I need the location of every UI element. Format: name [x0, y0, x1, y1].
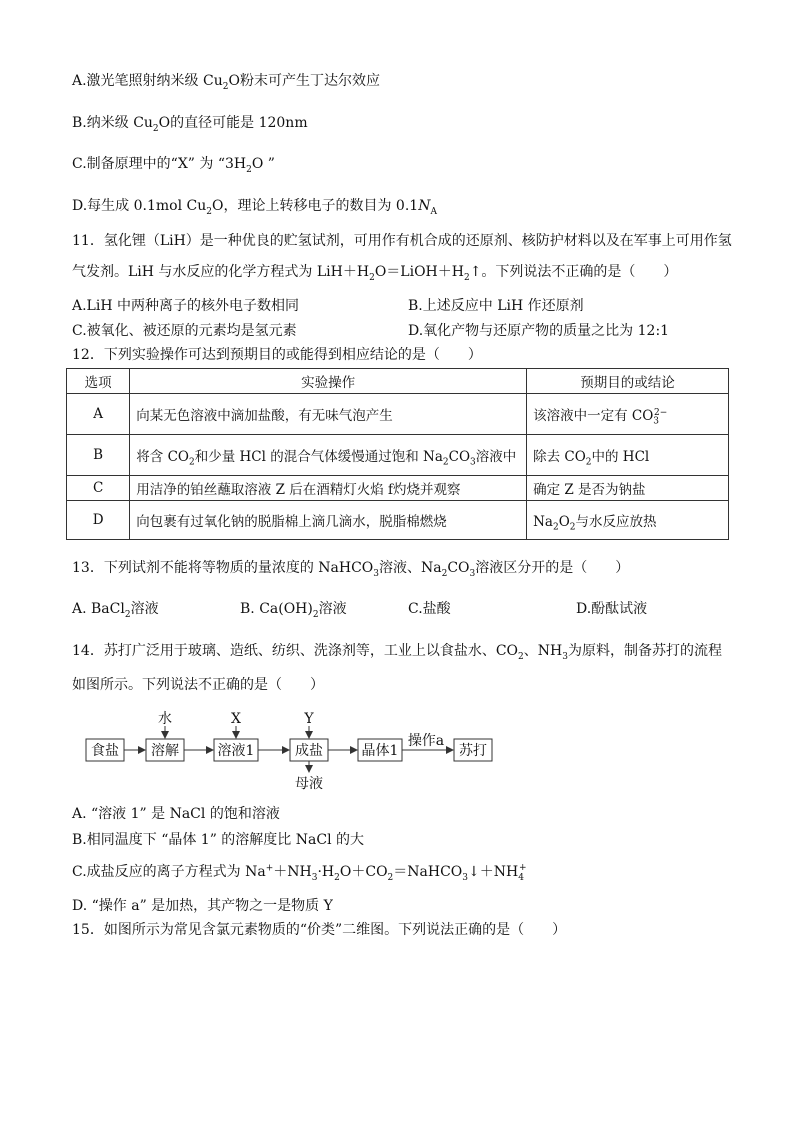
- q11-option-c: C.被氧化、被还原的元素均是氢元素: [72, 323, 297, 339]
- row-result: 确定 Z 是否为钠盐: [527, 476, 729, 501]
- table-header-row: [67, 369, 729, 394]
- q13-option-c: C.盐酸: [408, 601, 451, 617]
- header-result: 预期目的或结论: [527, 369, 729, 394]
- flow-box-dissolve-label: 溶解: [151, 743, 179, 759]
- q14-option-b: B.相同温度下 “晶体 1” 的溶解度比 NaCl 的大: [72, 832, 364, 848]
- flow-input-y: Y: [304, 711, 314, 727]
- q13-option-a: A. BaCl$_2$溶液: [72, 601, 159, 620]
- q11-option-d: D.氧化产物与还原产物的质量之比为 12:1: [408, 323, 670, 339]
- q11-stem-line2: 气发剂。LiH 与水反应的化学方程式为 $LiH+H_2O=LiOH+H_2↑$。下列说法不正确的是（ ）: [72, 264, 678, 283]
- table-row: [67, 476, 729, 501]
- q10-option-d: D.每生成 0.1mol $Cu_2O$，理论上转移电子的数目为 $0.1N_A$: [72, 198, 437, 217]
- row-operation: 用洁净的铂丝蘸取溶液 Z 后在酒精灯火焰 f灼烧并观察: [130, 476, 527, 501]
- q10-option-c: C.制备原理中的“X” 为 “$3H_2O$ ”: [72, 156, 275, 175]
- flow-output-mother-liquor: 母液: [295, 776, 323, 792]
- row-label: B: [67, 435, 130, 476]
- experiment-table: [66, 368, 729, 540]
- flow-op-label: 操作a: [407, 733, 445, 749]
- row-result: 除去 $CO_2$中的 HCl: [527, 435, 729, 476]
- process-flow-diagram: [84, 705, 504, 795]
- q11-stem-line1: 11．氢化锂（LiH）是一种优良的贮氢试剂，可用作有机合成的还原剂、核防护材料以及在军事上可用作氢: [72, 233, 732, 249]
- flow-input-x: X: [231, 711, 241, 727]
- q11-option-b: B.上述反应中 LiH 作还原剂: [408, 298, 584, 314]
- q14-stem-line2: 如图所示。下列说法不正确的是（ ）: [72, 677, 324, 693]
- flow-box-solution1-label: 溶液1: [217, 743, 255, 759]
- table-row: [67, 394, 729, 435]
- row-result: $Na_2O_2$与水反应放热: [527, 501, 729, 540]
- flow-box-crystal1-label: 晶体1: [361, 743, 399, 759]
- row-operation: 向包裹有过氧化钠的脱脂棉上滴几滴水，脱脂棉燃烧: [130, 501, 527, 540]
- flow-box-soda-label: 苏打: [459, 743, 487, 759]
- header-operation: 实验操作: [130, 369, 527, 394]
- q13-stem: 13．下列试剂不能将等物质的量浓度的 NaHCO$_3$溶液、$Na_2CO_3$溶液区分开的是（ ）: [72, 560, 630, 579]
- q11-option-a: A.LiH 中两种离子的核外电子数相同: [72, 298, 299, 314]
- row-result: 该溶液中一定有 $CO_3^{2-}$: [527, 394, 729, 435]
- q14-option-a: A. “溶液 1” 是 NaCl 的饱和溶液: [72, 806, 280, 822]
- q10-option-a: A.激光笔照射纳米级 $Cu_2O$粉末可产生丁达尔效应: [72, 73, 380, 92]
- flow-input-water: 水: [158, 711, 172, 727]
- table-row: [67, 435, 729, 476]
- q10-option-b: B.纳米级 $Cu_2O$的直径可能是 120nm: [72, 115, 308, 134]
- row-operation: 向某无色溶液中滴加盐酸，有无味气泡产生: [130, 394, 527, 435]
- q14-option-c: C.成盐反应的离子方程式为 $Na^++NH_3\cdot H_2O+CO_2=NaHCO_3↓+NH_4^+$: [72, 863, 527, 883]
- q13-option-b: B. $Ca(OH)_2$溶液: [240, 601, 347, 620]
- table-row: [67, 501, 729, 540]
- flow-box-salt-label: 食盐: [91, 743, 119, 759]
- q14-stem-line1: 14．苏打广泛用于玻璃、造纸、纺织、洗涤剂等，工业上以食盐水、$CO_2$、$NH_3$为原料，制备苏打的流程: [72, 643, 722, 662]
- row-label: A: [67, 394, 130, 435]
- row-label: D: [67, 501, 130, 540]
- flow-box-salting-label: 成盐: [295, 743, 323, 759]
- q14-option-d: D. “操作 a” 是加热，其产物之一是物质 Y: [72, 898, 333, 914]
- row-label: C: [67, 476, 130, 501]
- header-option: 选项: [67, 369, 130, 394]
- q13-option-d: D.酚酞试液: [576, 601, 648, 617]
- q12-stem: 12．下列实验操作可达到预期目的或能得到相应结论的是（ ）: [72, 347, 482, 363]
- row-operation: 将含 $CO_2$和少量 HCl 的混合气体缓慢通过饱和 $Na_2CO_3$溶液中: [130, 435, 527, 476]
- q15-stem: 15．如图所示为常见含氯元素物质的“价类”二维图。下列说法正确的是（ ）: [72, 922, 567, 938]
